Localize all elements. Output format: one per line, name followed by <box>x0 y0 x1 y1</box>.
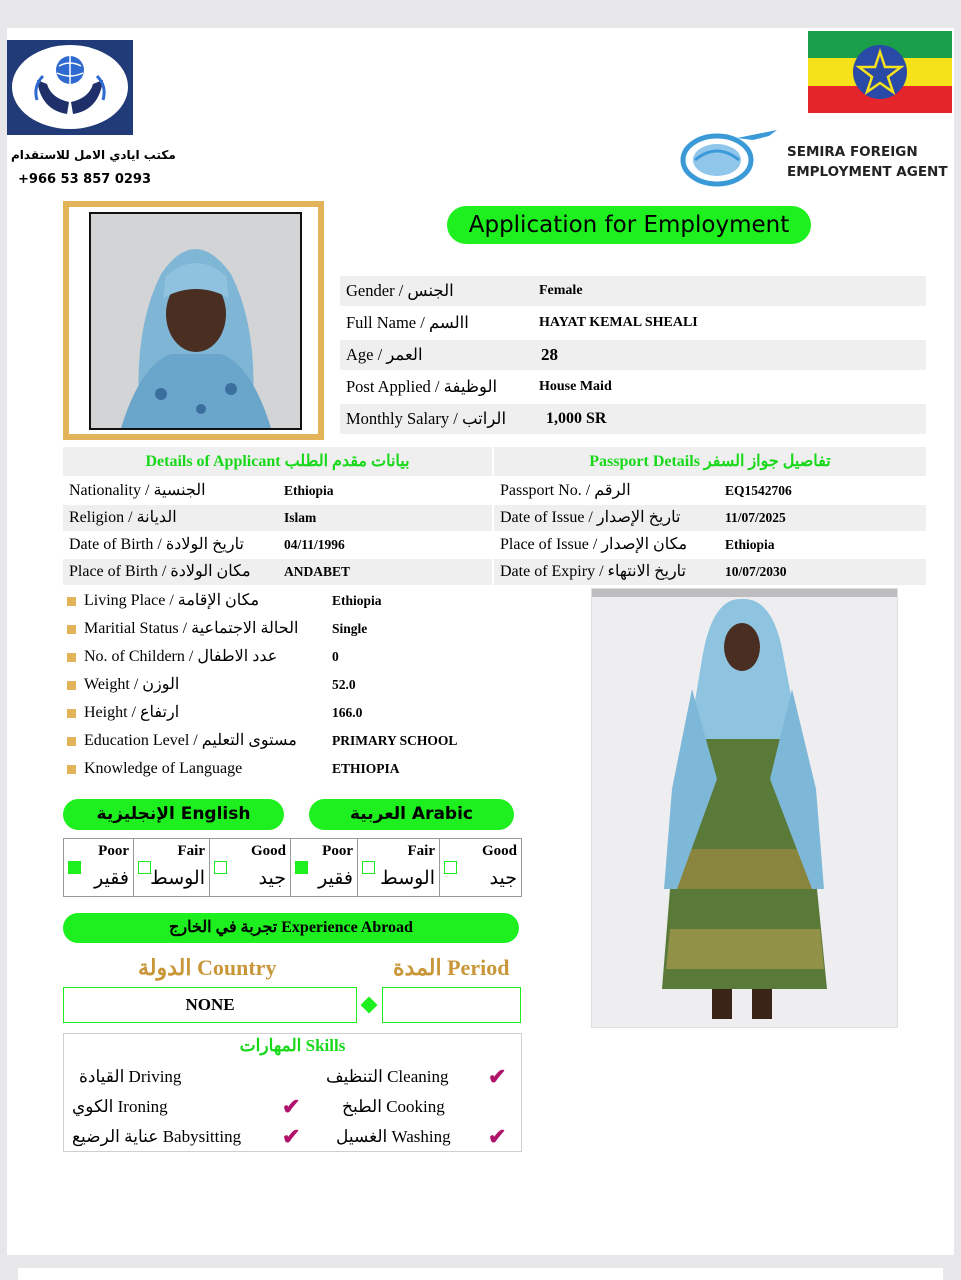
monthly-salary-label: Monthly Salary / الراتب <box>346 409 507 428</box>
bullet-icon <box>67 709 76 718</box>
skill-cooking: الطبخ Cooking <box>342 1097 445 1116</box>
level-ar-label: فقير <box>318 868 353 889</box>
date-of-birth-row <box>63 532 492 558</box>
english-good-cell <box>210 839 291 896</box>
next-page-edge <box>18 1268 943 1280</box>
info-row-gender <box>340 276 926 306</box>
skills-heading: المهارات Skills <box>239 1036 346 1055</box>
education-value: PRIMARY SCHOOL <box>332 733 458 748</box>
skill-cleaning: التنظيف Cleaning <box>326 1067 449 1086</box>
english-poor-checkbox[interactable] <box>68 861 81 874</box>
applicant-full-body-icon <box>592 589 897 1027</box>
passport-details-heading: Passport Details تفاصيل جواز السفر <box>494 447 926 476</box>
date-of-issue-value: 11/07/2025 <box>725 510 786 525</box>
nationality-value: Ethiopia <box>284 483 334 498</box>
country-heading: الدولة Country <box>138 955 277 980</box>
date-of-issue-label: Date of Issue / تاريخ الإصدار <box>500 509 681 526</box>
place-of-issue-row <box>494 532 926 558</box>
religion-value: Islam <box>284 510 317 525</box>
skill-ironing: الكوي Ironing <box>72 1097 168 1116</box>
passport-number-value: EQ1542706 <box>725 483 792 498</box>
agency-logo <box>7 40 133 135</box>
period-field <box>382 987 521 1023</box>
globe-plane-logo-icon <box>677 122 781 190</box>
age-label: Age / العمر <box>346 345 423 364</box>
children-label: No. of Childern / عدد الاطفال <box>84 648 278 665</box>
language-knowledge-value: ETHIOPIA <box>332 761 400 776</box>
height-label: Height / ارتفاع <box>84 704 180 721</box>
bullet-icon <box>67 737 76 746</box>
living-place-label: Living Place / مكان الإقامة <box>84 592 260 609</box>
language-knowledge-row <box>63 755 521 783</box>
height-row <box>63 699 521 727</box>
cleaning-check-icon: ✔ <box>488 1064 507 1090</box>
monthly-salary-value: 1,000 SR <box>546 410 607 427</box>
full-name-value: HAYAT KEMAL SHEALI <box>539 315 698 330</box>
education-label: Education Level / مستوى التعليم <box>84 732 297 749</box>
weight-value: 52.0 <box>332 677 356 692</box>
office-arabic-name: مكتب ايادي الامل للاستقدام <box>11 148 176 162</box>
level-ar-label: الوسط <box>150 868 205 889</box>
level-en-label: Fair <box>407 843 435 859</box>
portrait-photo <box>89 212 302 430</box>
skill-washing: الغسيل Washing <box>336 1127 451 1146</box>
ironing-check-icon: ✔ <box>282 1094 301 1120</box>
education-row <box>63 727 521 755</box>
experience-abroad-heading: تجربة في الخارج Experience Abroad <box>63 913 519 943</box>
passport-number-label: Passport No. / الرقم <box>500 482 631 499</box>
place-of-birth-label: Place of Birth / مكان الولادة <box>69 563 251 580</box>
place-of-birth-row <box>63 559 492 585</box>
applicant-portrait-icon <box>91 214 300 428</box>
english-language-pill: الإنجليزية English <box>63 799 284 830</box>
height-value: 166.0 <box>332 705 363 720</box>
post-applied-value: House Maid <box>539 379 612 394</box>
skill-babysitting: عناية الرضيع Babysitting <box>72 1127 242 1146</box>
level-en-label: Good <box>481 843 517 859</box>
living-place-row <box>63 587 521 615</box>
full-body-photo <box>591 588 898 1028</box>
children-row <box>63 643 521 671</box>
english-fair-checkbox[interactable] <box>138 861 151 874</box>
ethiopia-flag-icon <box>808 31 952 113</box>
marital-status-row <box>63 615 521 643</box>
full-name-label: Full Name / االسم <box>346 313 469 332</box>
weight-row <box>63 671 521 699</box>
agency-name-line1: SEMIRA FOREIGN <box>787 144 918 160</box>
date-of-birth-value: 04/11/1996 <box>284 537 345 552</box>
religion-row <box>63 505 492 531</box>
country-field: NONE <box>63 987 357 1023</box>
arabic-fair-checkbox[interactable] <box>362 861 375 874</box>
english-fair-cell <box>134 839 210 896</box>
skills-panel <box>63 1033 522 1152</box>
date-of-expiry-value: 10/07/2030 <box>725 564 787 579</box>
place-of-birth-value: ANDABET <box>284 564 351 579</box>
bullet-icon <box>67 765 76 774</box>
marital-status-label: Maritial Status / الحالة الاجتماعية <box>84 620 299 637</box>
arabic-poor-checkbox[interactable] <box>295 861 308 874</box>
info-row-age <box>340 340 926 370</box>
washing-check-icon: ✔ <box>488 1124 507 1150</box>
info-row-full-name <box>340 308 926 338</box>
level-en-label: Fair <box>177 843 205 859</box>
place-of-issue-value: Ethiopia <box>725 537 775 552</box>
level-en-label: Good <box>250 843 286 859</box>
hands-globe-icon <box>7 40 133 135</box>
bullet-icon <box>67 597 76 606</box>
date-of-expiry-row <box>494 559 926 585</box>
english-good-checkbox[interactable] <box>214 861 227 874</box>
level-ar-label: الوسط <box>380 868 435 889</box>
arabic-good-cell <box>440 839 521 896</box>
gender-label: Gender / الجنس <box>346 281 454 300</box>
skill-driving: القيادة Driving <box>79 1067 182 1086</box>
age-value: 28 <box>541 345 558 364</box>
arabic-language-pill: العربية Arabic <box>309 799 514 830</box>
bullet-icon <box>67 681 76 690</box>
info-row-post-applied <box>340 372 926 402</box>
language-knowledge-label: Knowledge of Language <box>84 760 243 777</box>
emblem-icon <box>852 40 908 104</box>
place-of-issue-label: Place of Issue / مكان الإصدار <box>500 536 688 553</box>
living-place-value: Ethiopia <box>332 593 382 608</box>
nationality-label: Nationality / الجنسية <box>69 482 206 499</box>
arabic-good-checkbox[interactable] <box>444 861 457 874</box>
period-heading: المدة Period <box>393 955 510 980</box>
date-of-birth-label: Date of Birth / تاريخ الولادة <box>69 536 244 553</box>
page-title: Application for Employment <box>447 206 811 244</box>
level-ar-label: فقير <box>94 868 129 889</box>
level-ar-label: جيد <box>489 868 517 889</box>
gender-value: Female <box>539 283 583 298</box>
english-poor-cell <box>64 839 134 896</box>
arabic-poor-cell <box>291 839 358 896</box>
nationality-row <box>63 478 492 504</box>
religion-label: Religion / الديانة <box>69 509 177 526</box>
arabic-fair-cell <box>358 839 440 896</box>
level-ar-label: جيد <box>258 868 286 889</box>
level-en-label: Poor <box>322 843 353 859</box>
bullet-icon <box>67 653 76 662</box>
children-value: 0 <box>332 649 339 664</box>
date-of-issue-row <box>494 505 926 531</box>
applicant-details-heading: Details of Applicant بيانات مقدم الطلب <box>63 447 492 476</box>
babysitting-check-icon: ✔ <box>282 1124 301 1150</box>
office-phone: +966 53 857 0293 <box>18 172 152 187</box>
agency-name <box>787 142 948 182</box>
info-row-monthly-salary <box>340 404 926 434</box>
date-of-expiry-label: Date of Expiry / تاريخ الانتهاء <box>500 563 686 580</box>
level-en-label: Poor <box>98 843 129 859</box>
language-level-grid <box>63 838 522 897</box>
post-applied-label: Post Applied / الوظيفة <box>346 377 498 396</box>
agency-name-line2: EMPLOYMENT AGENT <box>787 164 948 180</box>
marital-status-value: Single <box>332 621 368 636</box>
weight-label: Weight / الوزن <box>84 676 180 693</box>
passport-number-row <box>494 478 926 504</box>
bullet-icon <box>67 625 76 634</box>
